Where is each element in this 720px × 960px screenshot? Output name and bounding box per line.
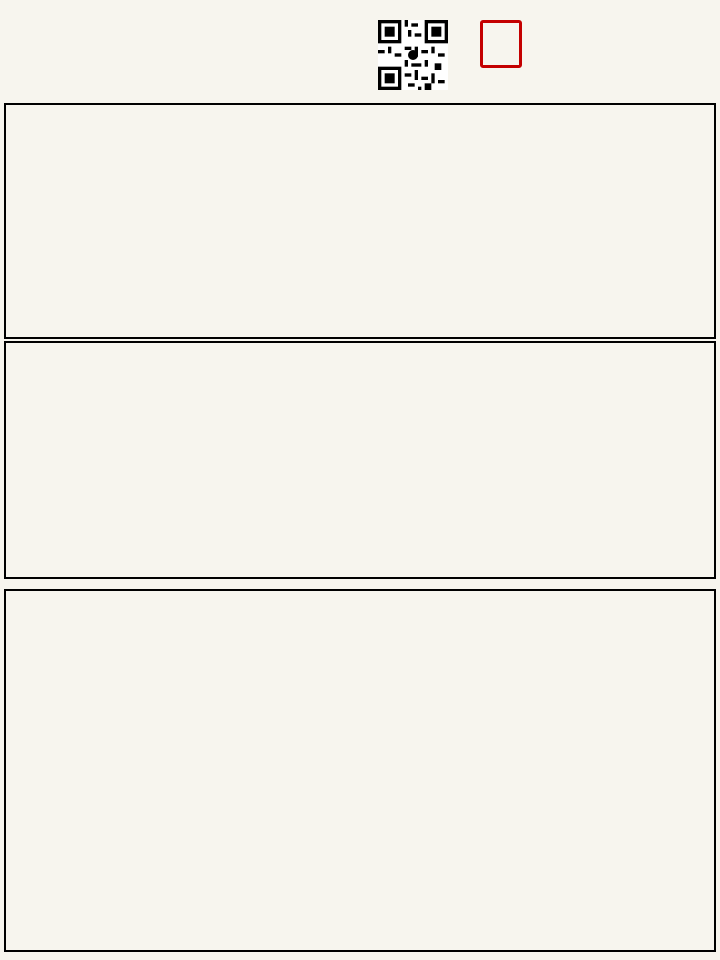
annual-luck-table xyxy=(4,589,716,952)
dai-van-table xyxy=(4,341,716,579)
seal-stamp-icon xyxy=(480,20,522,68)
qr-code-icon xyxy=(378,20,448,90)
four-pillars-table xyxy=(4,103,716,339)
